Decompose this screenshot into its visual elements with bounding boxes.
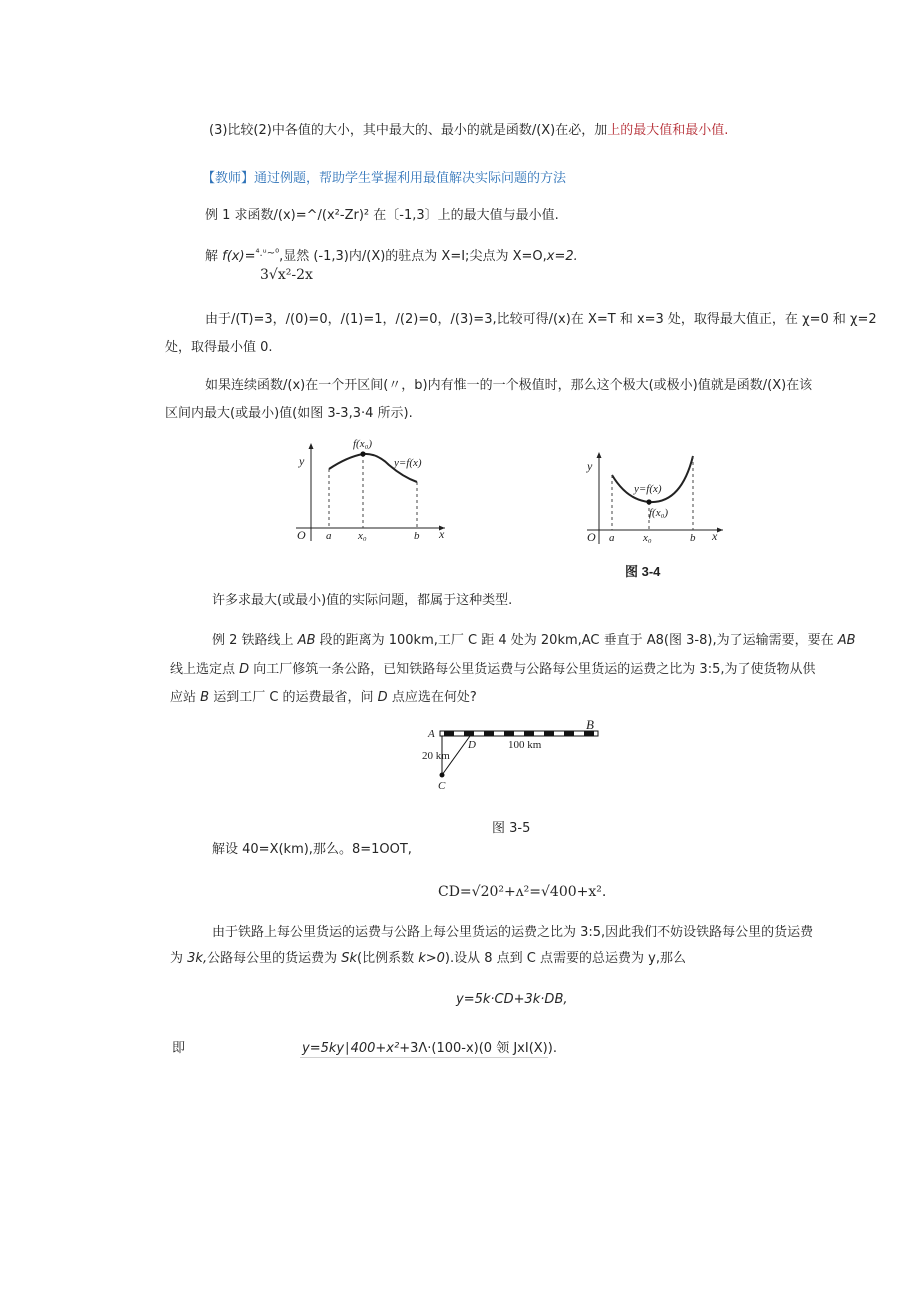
fig4-x-arrow [717,528,723,533]
p10-l2-f: k>0 [418,951,445,966]
fig5-label-ab: 100 km [508,739,542,751]
solution-denominator: 3√x²-2x [260,267,313,283]
fig4-y-arrow [597,452,602,458]
fig4-label-x: x [712,529,718,543]
p10-l2-c: 公路每公里的货运费为 [207,951,342,966]
fig5-rail-seg-3 [484,731,494,736]
fig3-y-arrow [309,443,314,449]
fig3-max-point [360,451,365,456]
ex2-l1-b: AB [297,633,316,648]
ex2-l1-a: 例 2 铁路线上 [212,633,298,648]
example-1: 例 1 求函数/(x)=^/(x²-Zr)² 在〔-1,3〕上的最大值与最小值. [205,208,559,223]
text-p6-line2: 区间内最大(或最小)值(如图 3-3,3·4 所示). [165,406,413,421]
fig4-label-curve: y=f(x) [634,483,662,495]
equation-final [302,1040,557,1058]
final-eq-a: y=5ky∣400+x² [302,1041,400,1056]
fig3-label-o: O [297,528,306,542]
example-2-line2 [170,661,815,679]
ex2-l3-c: 运到工厂 C 的运费最省，问 [209,690,378,705]
p10-l2-g: ).设从 8 点到 C 点需要的总运费为 y,那么 [444,951,686,966]
fig5-rail-seg-4 [504,731,514,736]
fig3-label-curve: y=f(x) [394,457,422,469]
text-p9: 解设 40=X(km),那么。8=1OOT, [212,842,412,857]
ex2-l3-a: 应站 [170,690,201,705]
figure-3-3 [293,437,448,545]
text-p7: 许多求最大(或最小)值的实际问题，都属于这种类型. [212,593,513,608]
solution-label: 解 [205,249,219,264]
fig5-point-c [440,773,445,778]
fig5-rail-seg-5 [524,731,534,736]
figure-3-5-caption: 图 3-5 [492,821,531,836]
fig3-label-y: y [299,454,305,468]
fig5-rail-seg-6 [544,731,554,736]
equation-cd: CD=√20²+ʌ²=√400+x². [438,884,607,900]
text-p5-line2: 处，取得最小值 0. [165,340,273,355]
fig5-label-d: D [468,739,476,751]
fig4-caption: 图 3-4 [625,564,661,578]
solution-fx: f(x)= [222,249,256,264]
fig4-label-y: y [587,459,593,473]
fig4-label-a: a [609,532,615,544]
ex2-l2-a: 线上选定点 [170,662,240,677]
fig5-label-b: B [586,717,594,732]
example-2-line3 [170,689,477,707]
fig3-label-fx0: f(x₀) [353,438,373,450]
solution-line [205,248,578,267]
p1-red: 上的最大值和最小值. [607,123,729,138]
fig3-label-a: a [326,530,332,542]
solution-fraction-top: ⁴.ᵘ~⁰ [255,248,280,259]
solution-x2: x=2. [546,249,578,264]
fig5-rail-seg-1 [444,731,454,736]
ex2-l1-d: AB [837,633,856,648]
final-eq-underline [300,1057,548,1058]
solution-text: ,显然 (-1,3)内/(X)的驻点为 X=I;尖点为 X=O, [279,249,547,264]
example-2-line1 [212,632,856,650]
fig3-label-x0: x₀ [358,530,367,542]
fig4-label-x0: x₀ [643,532,652,544]
text-p6-line1: 如果连续函数/(x)在一个开区间(〃，b)内有惟一的一个极值时，那么这个极大(或极小)值就是函数/(X)在该 [205,378,813,393]
figure-3-5 [422,717,602,792]
ex2-l3-e: 点应选在何处? [387,690,477,705]
fig5-label-a: A [428,728,435,740]
fig5-label-ac: 20 km [422,750,450,762]
fig4-label-b: b [690,532,696,544]
fig4-curve [612,456,693,502]
fig4-label-fx0: f(x₀) [649,507,669,519]
fig5-rail-seg-2 [464,731,474,736]
fig5-rail-seg-7 [564,731,574,736]
p1-black: (3)比较(2)中各值的大小，其中最大的、最小的就是函数/(X)在必，加 [209,123,608,138]
text-p5-line1: 由于/(T)=3，/(0)=0，/(1)=1，/(2)=0，/(3)=3,比较可得/(x)在 X=T 和 x=3 处，取得最大值正，在 χ=0 和 χ=2 [205,312,877,327]
text-p10-line1: 由于铁路上每公里货运的运费与公路上每公里货运的运费之比为 3:5,因此我们不妨设铁路每公里的货运费 [212,925,814,940]
fig3-label-b: b [414,530,420,542]
teacher-note: 【教师】通过例题，帮助学生掌握利用最值解决实际问题的方法 [202,171,567,186]
p10-l2-e: (比例系数 [357,951,419,966]
ex2-l1-c: 段的距离为 100km,工厂 C 距 4 处为 20km,AC 垂直于 A8(图 3-8),为了运输需要，要在 [315,633,838,648]
fig4-min-point [646,499,651,504]
text-p10-line2 [170,950,686,968]
p10-l2-a: 为 [170,951,188,966]
p10-l2-d: Sk [341,951,357,966]
fig3-label-x: x [439,527,445,541]
fig5-label-c: C [438,780,446,792]
equation-y: y=5k·CD+3k·DB, [456,992,568,1007]
text-p1 [209,122,728,140]
final-eq-b: +3Λ·(100-x)(0 领 JxI(X)). [399,1041,557,1056]
fig4-label-o: O [587,530,596,544]
ex2-l2-b: D [239,662,250,677]
ex2-l3-d: D [377,690,388,705]
fig5-railway [440,731,598,736]
figure-3-4 [585,448,727,578]
ex2-l2-c: 向工厂修筑一条公路，已知铁路每公里货运费与公路每公里货运的运费之比为 3:5,为了使货物从供 [249,662,816,677]
ex2-l3-b: B [200,690,210,705]
text-p11-ji: 即 [172,1041,186,1056]
p10-l2-b: 3k, [187,951,208,966]
